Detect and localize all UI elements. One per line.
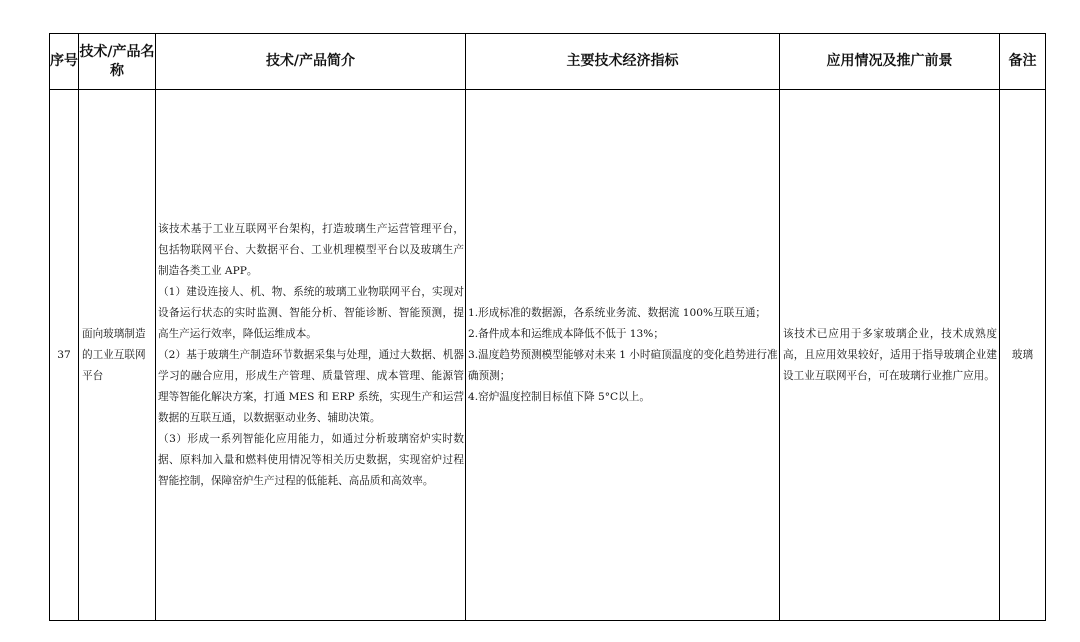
header-name: 技术/产品名称	[79, 34, 156, 90]
table-row	[50, 90, 1046, 621]
metric-item: 3.温度趋势预测模型能够对未来 1 小时碹顶温度的变化趋势进行准确预测；	[468, 348, 778, 382]
header-number: 序号	[50, 34, 79, 90]
cell-metrics	[466, 90, 780, 621]
metric-item: 2.备件成本和运维成本降低不低于 13%；	[468, 327, 664, 340]
header-metrics: 主要技术经济指标	[466, 34, 780, 90]
cell-name: 面向玻璃制造的工业互联网平台	[79, 90, 156, 621]
intro-paragraph: （2）基于玻璃生产制造环节数据采集与处理，通过大数据、机器学习的融合应用，形成生产管理、质量管理、成本管理、能源管理等智能化解决方案，打通 MES 和 ERP 系统，实现生产和运营数据的互联互通，以数据驱动业务、辅助决策。	[158, 348, 464, 424]
cell-intro	[156, 90, 466, 621]
intro-paragraph: （1）建设连接人、机、物、系统的玻璃工业物联网平台，实现对设备运行状态的实时监测、智能分析、智能诊断、智能预测，提高生产运行效率，降低运维成本。	[158, 285, 464, 340]
intro-paragraph: 该技术基于工业互联网平台架构，打造玻璃生产运营管理平台，包括物联网平台、大数据平台、工业机理模型平台以及玻璃生产制造各类工业 APP。	[158, 222, 464, 277]
cell-application: 该技术已应用于多家玻璃企业，技术成熟度高，且应用效果较好，适用于指导玻璃企业建设工业互联网平台，可在玻璃行业推广应用。	[780, 90, 1000, 621]
header-application: 应用情况及推广前景	[780, 34, 1000, 90]
tech-product-table	[49, 33, 1046, 621]
metric-item: 1.形成标准的数据源，各系统业务流、数据流 100%互联互通；	[468, 306, 767, 319]
table-header-row	[50, 34, 1046, 90]
header-note: 备注	[1000, 34, 1046, 90]
metric-item: 4.窑炉温度控制目标值下降 5°C以上。	[468, 390, 650, 403]
cell-note: 玻璃	[1000, 90, 1046, 621]
cell-number: 37	[50, 90, 79, 621]
header-intro: 技术/产品简介	[156, 34, 466, 90]
intro-paragraph: （3）形成一系列智能化应用能力，如通过分析玻璃窑炉实时数据、原料加入量和燃料使用情况等相关历史数据，实现窑炉过程智能控制，保障窑炉生产过程的低能耗、高品质和高效率。	[158, 432, 464, 487]
